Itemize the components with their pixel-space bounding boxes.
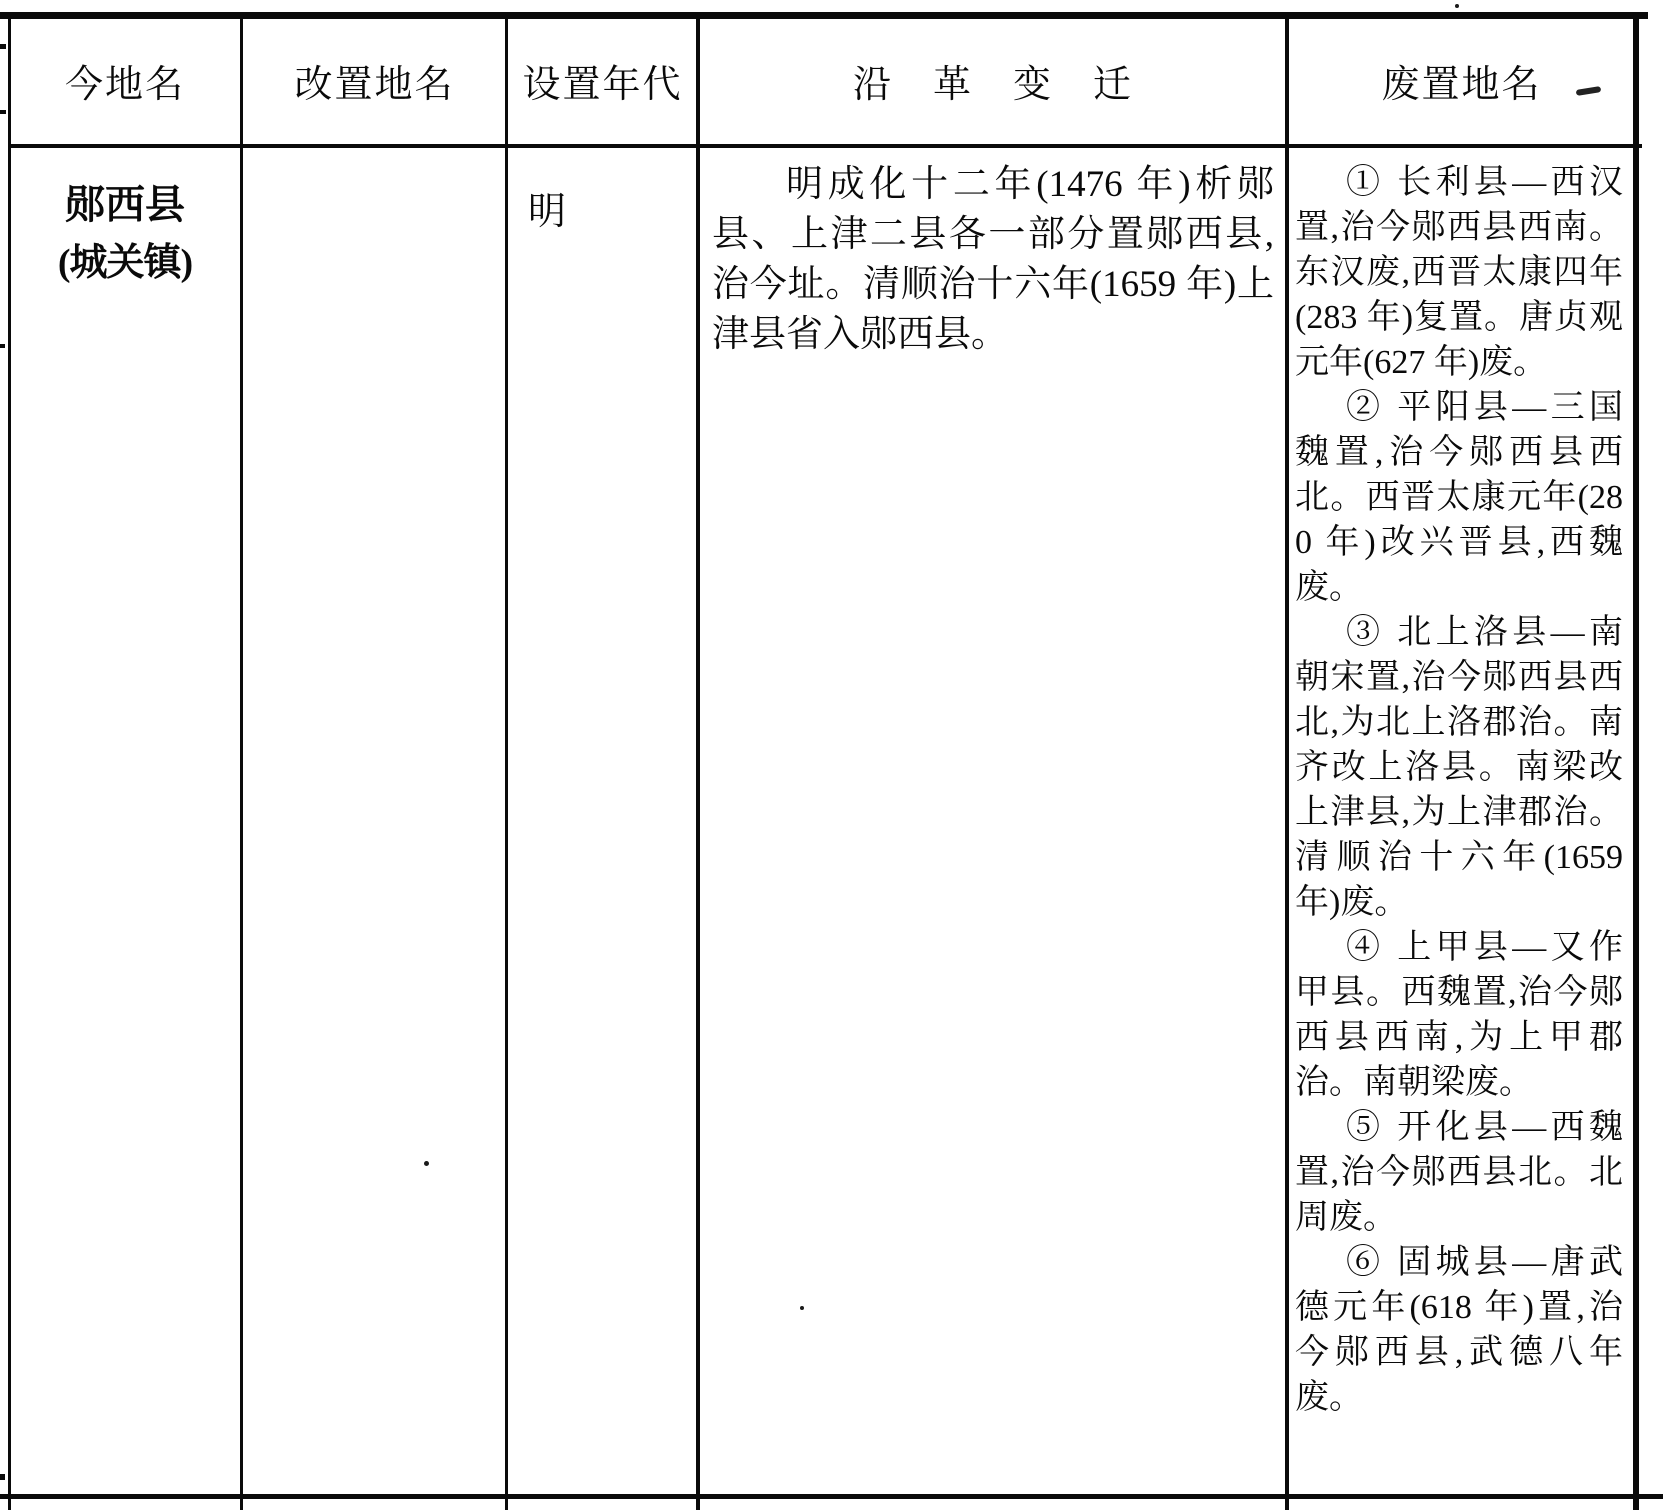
column-divider-4 [1285, 13, 1289, 1510]
margin-tick-mark [0, 1474, 5, 1480]
column-header-renamed-name: 改置地名 [294, 63, 455, 106]
scan-speck [424, 1161, 429, 1166]
scan-speck [1455, 4, 1459, 8]
margin-tick-mark [0, 344, 5, 348]
row-bottom-border [0, 1494, 1663, 1499]
table-right-border [1633, 13, 1639, 1510]
scan-speck [800, 1306, 804, 1310]
abolished-entry: ⑥ 固城县—唐武德元年(618 年)置,治今郧西县,武德八年废。 [1295, 1244, 1623, 1416]
abolished-entry: ⑤ 开化县—西魏置,治今郧西县北。北周废。 [1295, 1109, 1623, 1236]
abolished-entry: ③ 北上洛县—南朝宋置,治今郧西县西北,为北上洛郡治。南齐改上洛县。南梁改上津县,为上津郡治。清顺治十六年(1659 年)废。 [1295, 614, 1623, 921]
current-name-note: (城关镇) [57, 242, 193, 284]
column-divider-3 [696, 13, 700, 1510]
abolished-entry: ④ 上甲县—又作甲县。西魏置,治今郧西县西南,为上甲郡治。南朝梁废。 [1295, 929, 1623, 1101]
current-name-text: 郧西县 [65, 182, 185, 227]
column-header-current-name: 今地名 [64, 63, 185, 106]
cell-abolished-names [1295, 160, 1623, 1420]
margin-tick-mark [0, 44, 6, 49]
margin-tick-mark [0, 110, 6, 114]
column-header-abolished-names: 废置地名 [1381, 63, 1542, 106]
cell-established-era: 明 [528, 191, 567, 233]
header-separator-line [9, 144, 1642, 148]
abolished-entry: ② 平阳县—三国魏置,治今郧西县西北。西晋太康元年(280 年)改兴晋县,西魏废。 [1295, 389, 1623, 606]
evolution-paragraph: 明成化十二年(1476 年)析郧县、上津二县各一部分置郧西县,治今址。清顺治十六年(1659 年)上津县省入郧西县。 [712, 164, 1274, 355]
column-header-established-era: 设置年代 [522, 63, 683, 106]
cell-evolution [712, 160, 1274, 360]
cell-current-name [9, 176, 241, 292]
column-divider-2 [505, 13, 508, 1510]
abolished-entry: ① 长利县—西汉置,治今郧西县西南。东汉废,西晋太康四年(283 年)复置。唐贞观元年(627 年)废。 [1295, 164, 1623, 381]
column-header-evolution: 沿 革 变 迁 [852, 63, 1133, 106]
